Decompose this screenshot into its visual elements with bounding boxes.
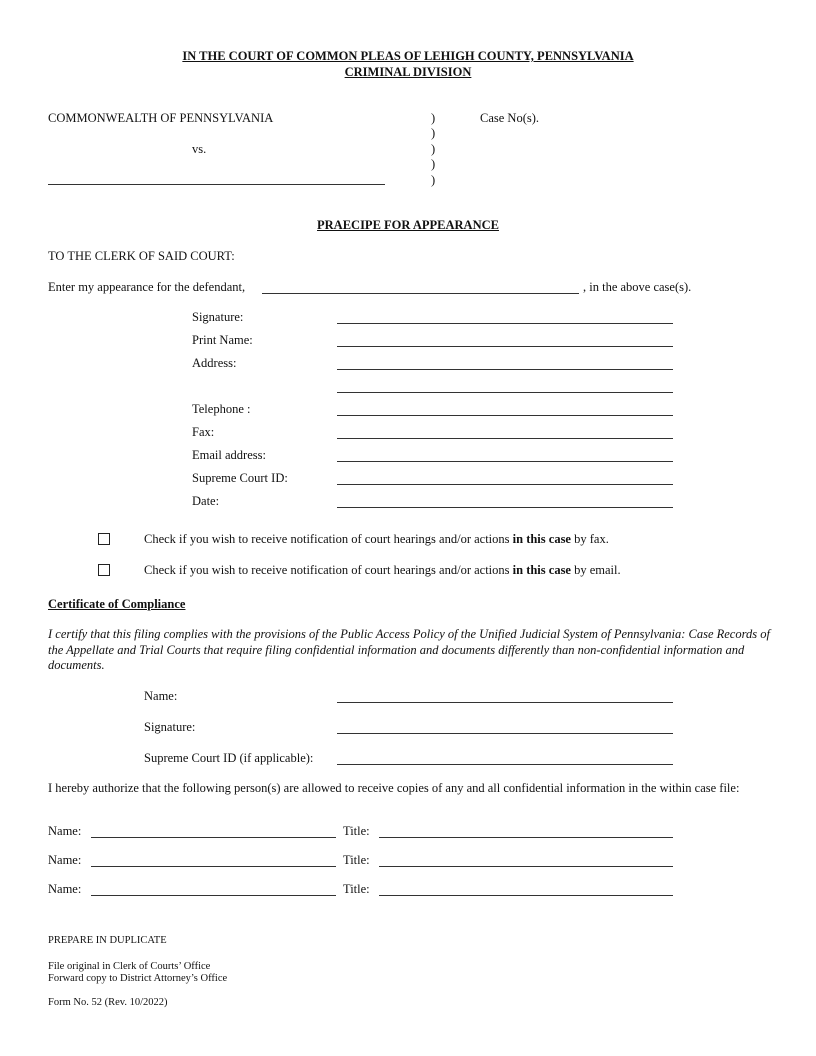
certificate-heading: Certificate of Compliance bbox=[48, 597, 186, 611]
file-original-note: File original in Clerk of Courts’ Office bbox=[48, 961, 211, 972]
plaintiff-name: COMMONWEALTH OF PENNSYLVANIA bbox=[48, 111, 274, 125]
case-no-label: Case No(s). bbox=[480, 111, 540, 125]
fax-notification-checkbox[interactable] bbox=[98, 533, 110, 545]
cert-signature-field[interactable] bbox=[337, 733, 673, 734]
caption-paren: ) bbox=[431, 142, 436, 156]
caption-paren: ) bbox=[431, 157, 436, 171]
cert-name-label: Name: bbox=[144, 689, 178, 703]
appearance-text-end: , in the above case(s). bbox=[583, 280, 692, 294]
forward-copy-note: Forward copy to District Attorney’s Office bbox=[48, 973, 228, 984]
auth-title-field-2[interactable] bbox=[379, 866, 673, 867]
signature-label: Signature: bbox=[192, 310, 244, 324]
defendant-name-field[interactable] bbox=[262, 293, 579, 294]
caption-paren: ) bbox=[431, 111, 436, 125]
email-label: Email address: bbox=[192, 448, 266, 462]
auth-name-label: Name: bbox=[48, 853, 82, 867]
email-notification-checkbox[interactable] bbox=[98, 564, 110, 576]
supreme-court-id-field[interactable] bbox=[337, 484, 673, 485]
auth-name-label: Name: bbox=[48, 882, 82, 896]
defendant-caption-line[interactable] bbox=[48, 184, 385, 185]
auth-name-label: Name: bbox=[48, 824, 82, 838]
cert-supreme-court-id-label: Supreme Court ID (if applicable): bbox=[144, 751, 314, 765]
auth-name-field-1[interactable] bbox=[91, 837, 336, 838]
division-heading: CRIMINAL DIVISION bbox=[344, 65, 472, 79]
supreme-court-id-label: Supreme Court ID: bbox=[192, 471, 288, 485]
fax-label: Fax: bbox=[192, 425, 215, 439]
fax-field[interactable] bbox=[337, 438, 673, 439]
telephone-field[interactable] bbox=[337, 415, 673, 416]
caption-paren: ) bbox=[431, 126, 436, 140]
certificate-text: I certify that this filing complies with the provisions of the Public Access Policy of the Unified Judicial System of Pennsylvania: Case Records of the Appellate and Trial Courts that require filing confidential information and documents differently than non-confidential information and documents. bbox=[48, 627, 770, 672]
address-label: Address: bbox=[192, 356, 237, 370]
appearance-text: Enter my appearance for the defendant, bbox=[48, 280, 246, 294]
auth-name-field-3[interactable] bbox=[91, 895, 336, 896]
page-title: PRAECIPE FOR APPEARANCE bbox=[317, 218, 499, 232]
authorization-text: I hereby authorize that the following person(s) are allowed to receive copies of any and all confidential information in the within case file: bbox=[48, 781, 740, 795]
cert-supreme-court-id-field[interactable] bbox=[337, 764, 673, 765]
email-field[interactable] bbox=[337, 461, 673, 462]
prepare-in-duplicate: PREPARE IN DUPLICATE bbox=[48, 935, 167, 946]
auth-title-label: Title: bbox=[343, 882, 370, 896]
to-clerk: TO THE CLERK OF SAID COURT: bbox=[48, 249, 235, 263]
auth-title-field-3[interactable] bbox=[379, 895, 673, 896]
telephone-label: Telephone : bbox=[192, 402, 251, 416]
vs-label: vs. bbox=[192, 142, 207, 156]
print-name-label: Print Name: bbox=[192, 333, 253, 347]
print-name-field[interactable] bbox=[337, 346, 673, 347]
auth-name-field-2[interactable] bbox=[91, 866, 336, 867]
auth-title-field-1[interactable] bbox=[379, 837, 673, 838]
email-notification-label: Check if you wish to receive notification of court hearings and/or actions in this case by email. bbox=[144, 563, 621, 577]
form-number: Form No. 52 (Rev. 10/2022) bbox=[48, 997, 168, 1008]
cert-signature-label: Signature: bbox=[144, 720, 196, 734]
auth-title-label: Title: bbox=[343, 824, 370, 838]
auth-title-label: Title: bbox=[343, 853, 370, 867]
signature-field[interactable] bbox=[337, 323, 673, 324]
date-field[interactable] bbox=[337, 507, 673, 508]
address-field-line-2[interactable] bbox=[337, 392, 673, 393]
date-label: Date: bbox=[192, 494, 220, 508]
cert-name-field[interactable] bbox=[337, 702, 673, 703]
address-field-line-1[interactable] bbox=[337, 369, 673, 370]
caption-paren: ) bbox=[431, 173, 436, 187]
fax-notification-label: Check if you wish to receive notification of court hearings and/or actions in this case by fax. bbox=[144, 532, 609, 546]
court-heading: IN THE COURT OF COMMON PLEAS OF LEHIGH COUNTY, PENNSYLVANIA bbox=[182, 49, 634, 63]
